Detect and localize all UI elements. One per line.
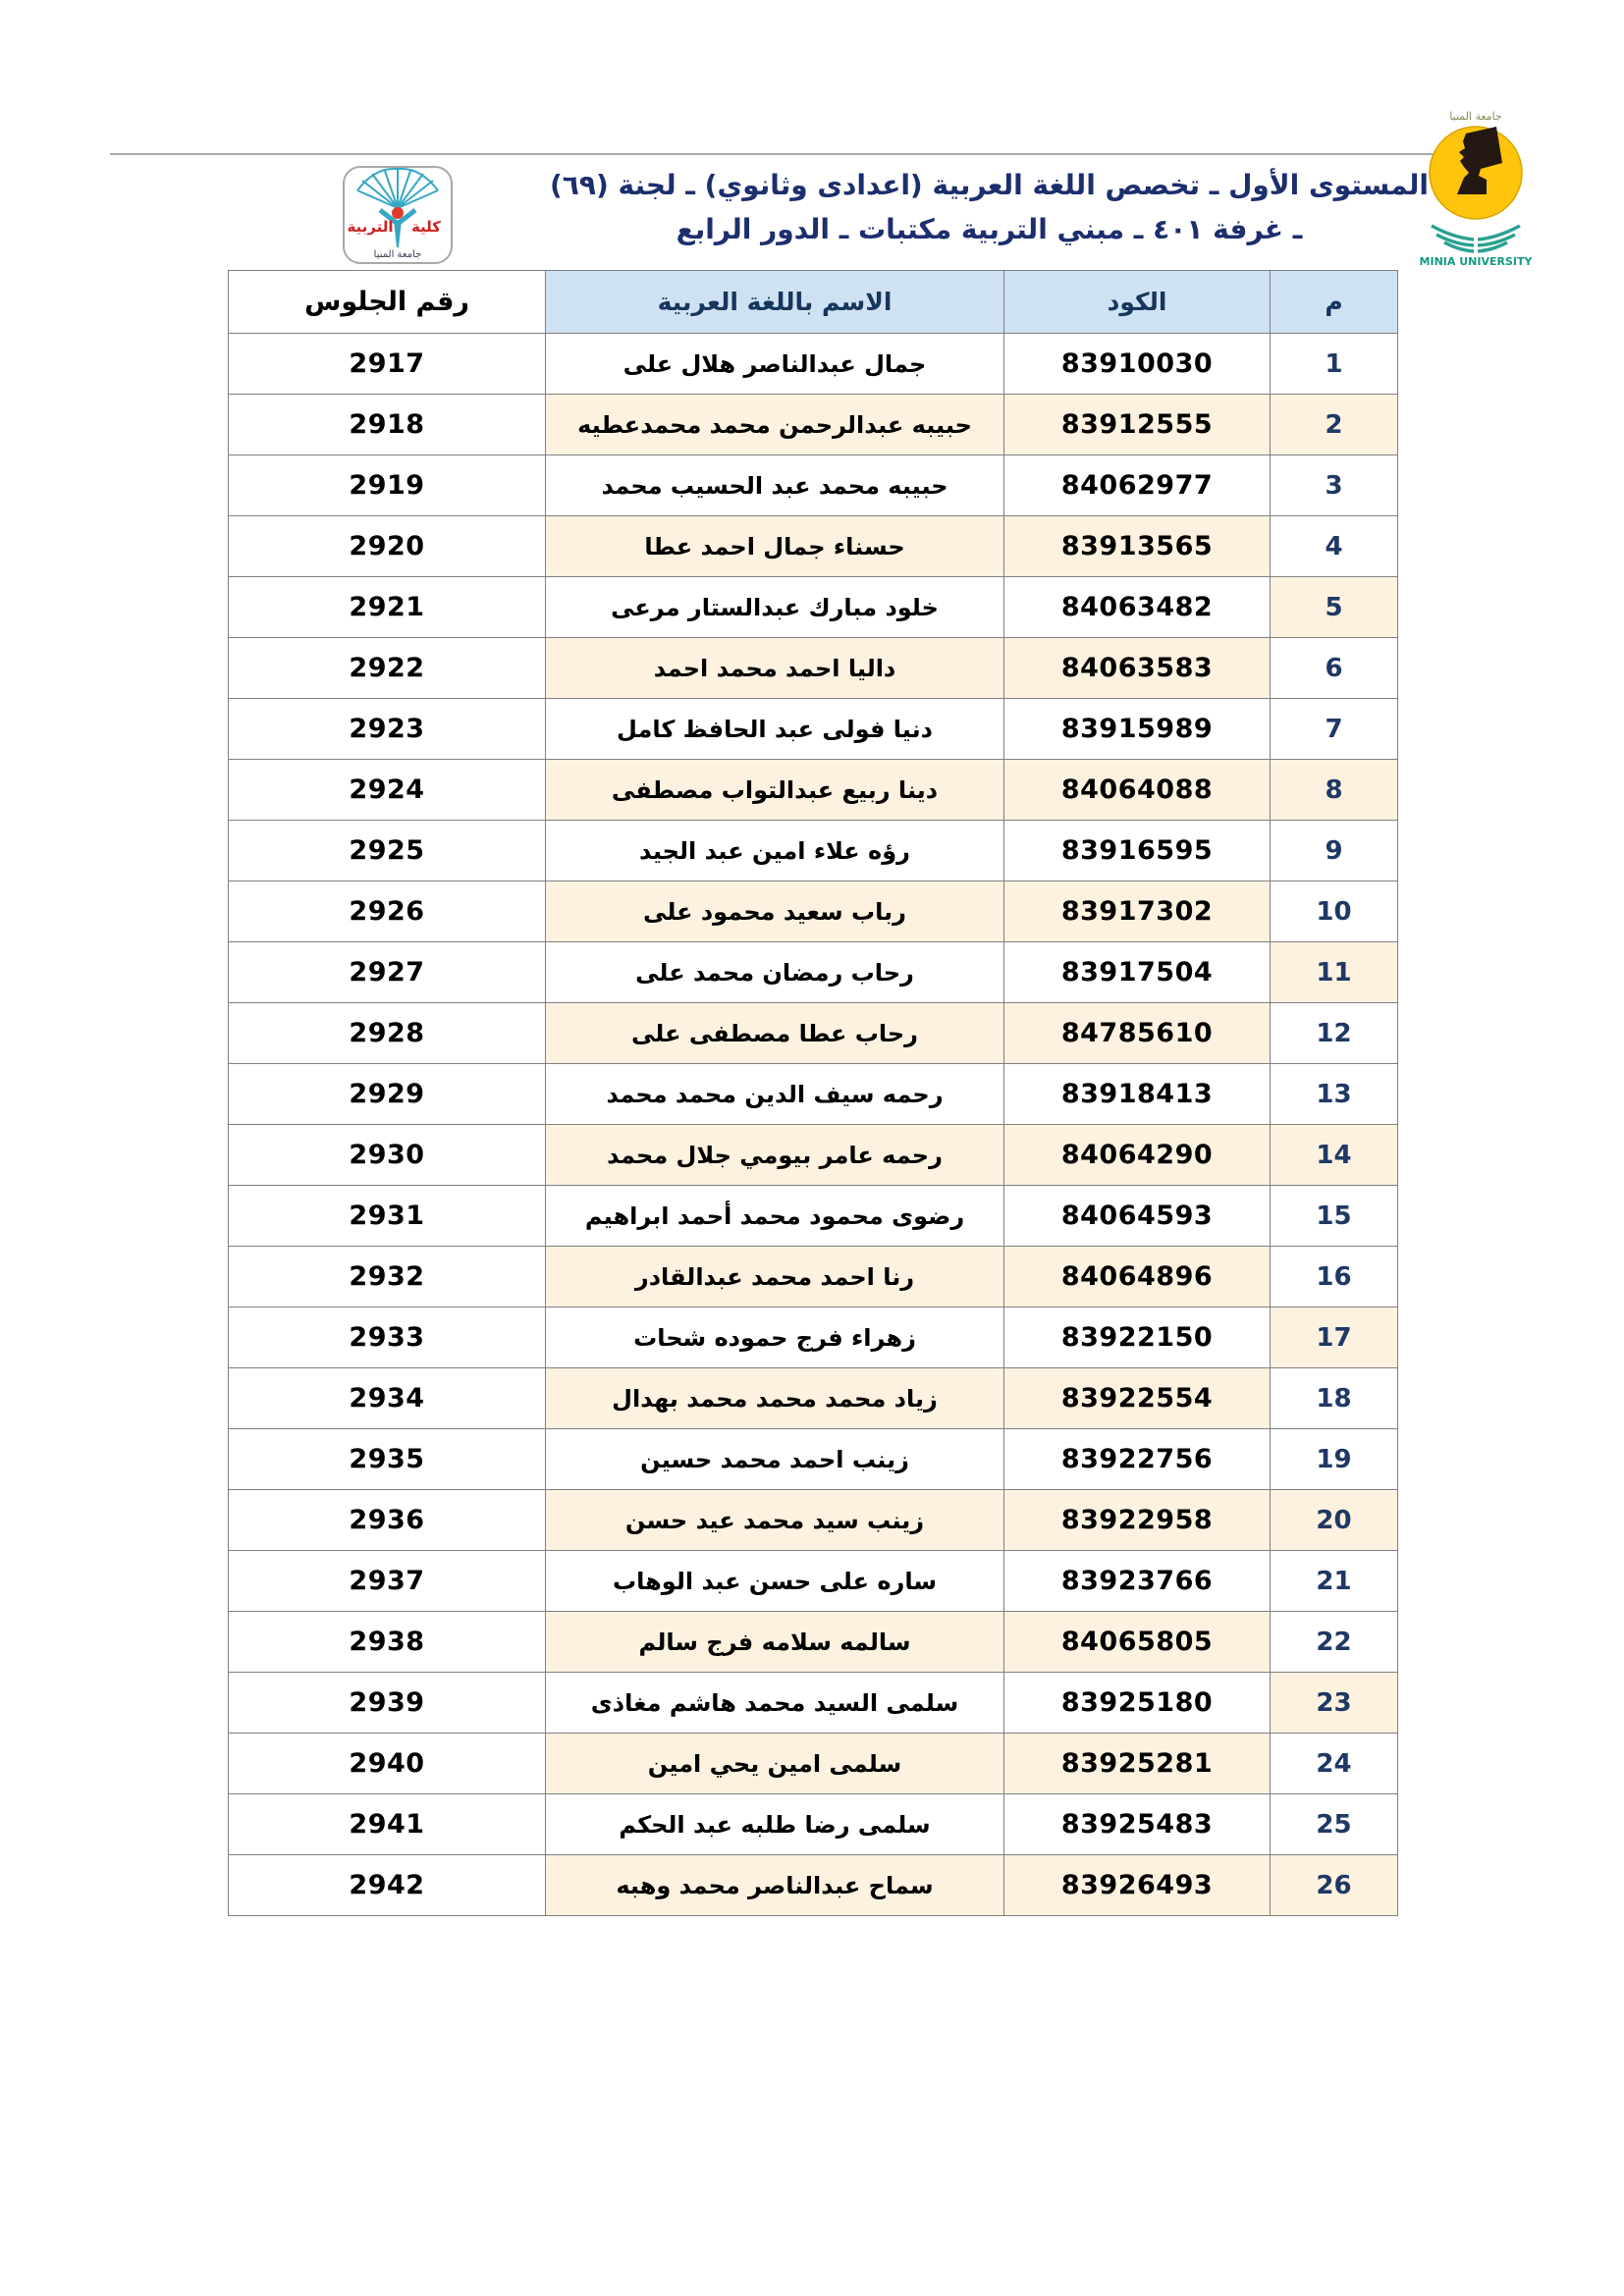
cell-seat: 2935 xyxy=(229,1429,546,1490)
cell-idx: 5 xyxy=(1271,577,1398,638)
cell-seat: 2922 xyxy=(229,638,546,699)
table-row xyxy=(229,1612,1398,1673)
column-header-seat: رقم الجلوس xyxy=(229,271,546,334)
cell-seat: 2931 xyxy=(229,1186,546,1247)
cell-name: رؤه علاء امين عبد الجيد xyxy=(546,821,1004,881)
table-row xyxy=(229,334,1398,395)
cell-name: رضوى محمود محمد أحمد ابراهيم xyxy=(546,1186,1004,1247)
cell-idx: 4 xyxy=(1271,516,1398,577)
cell-idx: 7 xyxy=(1271,699,1398,760)
cell-idx: 8 xyxy=(1271,760,1398,821)
cell-seat: 2919 xyxy=(229,455,546,516)
cell-idx: 24 xyxy=(1271,1734,1398,1794)
cell-code: 83925180 xyxy=(1004,1673,1271,1734)
cell-code: 83922554 xyxy=(1004,1368,1271,1429)
cell-name: رباب سعيد محمود على xyxy=(546,881,1004,942)
cell-code: 84064896 xyxy=(1004,1247,1271,1308)
university-logo-caption: MINIA UNIVERSITY xyxy=(1420,255,1532,268)
top-divider xyxy=(110,153,1512,155)
faculty-of-education-logo xyxy=(342,165,454,265)
cell-name: دنيا فولى عبد الحافظ كامل xyxy=(546,699,1004,760)
cell-idx: 9 xyxy=(1271,821,1398,881)
cell-code: 83915989 xyxy=(1004,699,1271,760)
title-line-2: ـ غرفة ٤٠١ ـ مبني التربية مكتبات ـ الدور الرابع xyxy=(676,213,1303,245)
cell-name: رنا احمد محمد عبدالقادر xyxy=(546,1247,1004,1308)
title-line-1: المستوى الأول ـ تخصص اللغة العربية (اعدادى وثانوي) ـ لجنة (٦٩) xyxy=(549,169,1430,201)
cell-name: حبيبه محمد عبد الحسيب محمد xyxy=(546,455,1004,516)
table-row xyxy=(229,1734,1398,1794)
cell-idx: 1 xyxy=(1271,334,1398,395)
figure-head-dot xyxy=(392,207,404,219)
cell-name: سلمى رضا طلبه عبد الحكم xyxy=(546,1794,1004,1855)
cell-name: زينب احمد محمد حسين xyxy=(546,1429,1004,1490)
cell-idx: 20 xyxy=(1271,1490,1398,1551)
table-row xyxy=(229,1308,1398,1368)
cell-idx: 11 xyxy=(1271,942,1398,1003)
minia-university-logo xyxy=(1420,106,1532,269)
cell-idx: 6 xyxy=(1271,638,1398,699)
cell-seat: 2933 xyxy=(229,1308,546,1368)
cell-seat: 2918 xyxy=(229,395,546,455)
cell-code: 84785610 xyxy=(1004,1003,1271,1064)
cell-code: 84064593 xyxy=(1004,1186,1271,1247)
cell-code: 83926493 xyxy=(1004,1855,1271,1916)
cell-seat: 2921 xyxy=(229,577,546,638)
cell-code: 84063583 xyxy=(1004,638,1271,699)
cell-idx: 23 xyxy=(1271,1673,1398,1734)
table-row xyxy=(229,577,1398,638)
table-row xyxy=(229,395,1398,455)
cell-idx: 2 xyxy=(1271,395,1398,455)
cell-code: 83910030 xyxy=(1004,334,1271,395)
page-title xyxy=(511,163,1468,251)
cell-code: 83922756 xyxy=(1004,1429,1271,1490)
column-header-code: الكود xyxy=(1004,271,1271,334)
cell-seat: 2937 xyxy=(229,1551,546,1612)
cell-seat: 2930 xyxy=(229,1125,546,1186)
cell-code: 83922150 xyxy=(1004,1308,1271,1368)
cell-name: سالمه سلامه فرج سالم xyxy=(546,1612,1004,1673)
faculty-logo-subtitle: جامعة المنيا xyxy=(373,249,422,260)
cell-code: 83913565 xyxy=(1004,516,1271,577)
table-row xyxy=(229,1003,1398,1064)
cell-idx: 12 xyxy=(1271,1003,1398,1064)
header-row xyxy=(229,271,1398,334)
cell-name: ساره على حسن عبد الوهاب xyxy=(546,1551,1004,1612)
table-row xyxy=(229,821,1398,881)
cell-idx: 15 xyxy=(1271,1186,1398,1247)
table-row xyxy=(229,1429,1398,1490)
table-row xyxy=(229,1551,1398,1612)
cell-name: خلود مبارك عبدالستار مرعى xyxy=(546,577,1004,638)
cell-idx: 13 xyxy=(1271,1064,1398,1125)
cell-seat: 2929 xyxy=(229,1064,546,1125)
faculty-logo-text-right: كلية xyxy=(410,218,442,236)
cell-code: 83925281 xyxy=(1004,1734,1271,1794)
cell-seat: 2920 xyxy=(229,516,546,577)
cell-code: 84063482 xyxy=(1004,577,1271,638)
table-row xyxy=(229,638,1398,699)
cell-code: 83918413 xyxy=(1004,1064,1271,1125)
roster-body xyxy=(229,334,1398,1916)
cell-seat: 2924 xyxy=(229,760,546,821)
cell-name: داليا احمد محمد احمد xyxy=(546,638,1004,699)
column-header-index: م xyxy=(1271,271,1398,334)
cell-seat: 2926 xyxy=(229,881,546,942)
cell-seat: 2932 xyxy=(229,1247,546,1308)
cell-name: حبيبه عبدالرحمن محمد محمدعطيه xyxy=(546,395,1004,455)
cell-seat: 2928 xyxy=(229,1003,546,1064)
faculty-logo-text-left: التربية xyxy=(347,218,394,236)
laurel-icon xyxy=(1432,226,1520,251)
cell-idx: 14 xyxy=(1271,1125,1398,1186)
cell-code: 84065805 xyxy=(1004,1612,1271,1673)
cell-seat: 2923 xyxy=(229,699,546,760)
cell-name: رحمه عامر بيومي جلال محمد xyxy=(546,1125,1004,1186)
cell-code: 84064088 xyxy=(1004,760,1271,821)
cell-code: 83916595 xyxy=(1004,821,1271,881)
cell-code: 83917504 xyxy=(1004,942,1271,1003)
table-row xyxy=(229,1186,1398,1247)
table-row xyxy=(229,1855,1398,1916)
table-row xyxy=(229,760,1398,821)
cell-name: سماح عبدالناصر محمد وهبه xyxy=(546,1855,1004,1916)
cell-idx: 26 xyxy=(1271,1855,1398,1916)
cell-idx: 17 xyxy=(1271,1308,1398,1368)
cell-name: رحاب عطا مصطفى على xyxy=(546,1003,1004,1064)
table-row xyxy=(229,1125,1398,1186)
table-row xyxy=(229,455,1398,516)
cell-seat: 2925 xyxy=(229,821,546,881)
cell-name: سلمى امين يحي امين xyxy=(546,1734,1004,1794)
cell-seat: 2934 xyxy=(229,1368,546,1429)
cell-idx: 19 xyxy=(1271,1429,1398,1490)
cell-idx: 25 xyxy=(1271,1794,1398,1855)
cell-name: زهراء فرج حموده شحات xyxy=(546,1308,1004,1368)
cell-code: 83923766 xyxy=(1004,1551,1271,1612)
cell-name: سلمى السيد محمد هاشم مغاذى xyxy=(546,1673,1004,1734)
cell-code: 83925483 xyxy=(1004,1794,1271,1855)
cell-seat: 2941 xyxy=(229,1794,546,1855)
cell-code: 84064290 xyxy=(1004,1125,1271,1186)
table-row xyxy=(229,942,1398,1003)
cell-name: حسناء جمال احمد عطا xyxy=(546,516,1004,577)
table-row xyxy=(229,1064,1398,1125)
cell-idx: 16 xyxy=(1271,1247,1398,1308)
table-row xyxy=(229,1673,1398,1734)
cell-code: 83922958 xyxy=(1004,1490,1271,1551)
column-header-name: الاسم باللغة العربية xyxy=(546,271,1004,334)
table-row xyxy=(229,1794,1398,1855)
cell-idx: 10 xyxy=(1271,881,1398,942)
seating-table-header xyxy=(229,271,1398,334)
table-row xyxy=(229,881,1398,942)
cell-seat: 2940 xyxy=(229,1734,546,1794)
seating-table xyxy=(228,270,1398,1916)
cell-name: زياد محمد محمد محمد بهدال xyxy=(546,1368,1004,1429)
cell-code: 83917302 xyxy=(1004,881,1271,942)
cell-idx: 21 xyxy=(1271,1551,1398,1612)
cell-seat: 2927 xyxy=(229,942,546,1003)
table-row xyxy=(229,1368,1398,1429)
cell-name: دينا ربيع عبدالتواب مصطفى xyxy=(546,760,1004,821)
table-row xyxy=(229,1247,1398,1308)
cell-seat: 2942 xyxy=(229,1855,546,1916)
cell-idx: 22 xyxy=(1271,1612,1398,1673)
cell-seat: 2936 xyxy=(229,1490,546,1551)
cell-name: رحاب رمضان محمد على xyxy=(546,942,1004,1003)
table-row xyxy=(229,1490,1398,1551)
table-row xyxy=(229,516,1398,577)
cell-seat: 2917 xyxy=(229,334,546,395)
cell-name: رحمه سيف الدين محمد محمد xyxy=(546,1064,1004,1125)
cell-name: جمال عبدالناصر هلال على xyxy=(546,334,1004,395)
cell-code: 83912555 xyxy=(1004,395,1271,455)
table-row xyxy=(229,699,1398,760)
university-logo-arc-text: جامعة المنيا xyxy=(1449,110,1502,123)
cell-seat: 2939 xyxy=(229,1673,546,1734)
cell-code: 84062977 xyxy=(1004,455,1271,516)
cell-idx: 3 xyxy=(1271,455,1398,516)
cell-name: زينب سيد محمد عيد حسن xyxy=(546,1490,1004,1551)
cell-idx: 18 xyxy=(1271,1368,1398,1429)
cell-seat: 2938 xyxy=(229,1612,546,1673)
